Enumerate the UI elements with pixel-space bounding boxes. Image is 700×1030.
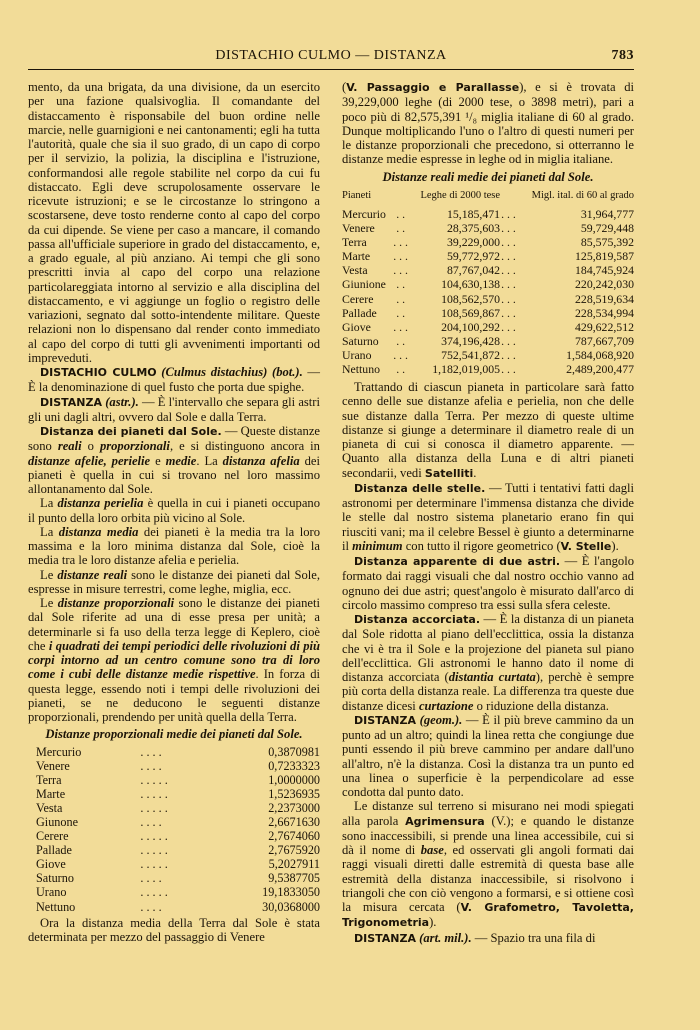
- proportional-value: 2,7675920: [268, 843, 320, 858]
- paragraph: Le distanze proporzionali sono le distanze dei pianeti dal Sole riferite ad una di esse presa per unità; a determinarle si fa uso della terza legge di Keplero, cioè che i quadrati dei tempi periodici delle rivoluzioni di più corpi intorno ad un centro comune sono tra di loro come i cubi delle distanze medie rispettive. In forza di questa legge, essendo noti i tempi delle rivoluzioni dei pianeti, se ne deducono le seguenti distanze proporzionali, prendendo per unità quella della Terra.: [28, 596, 321, 724]
- subentry-distanza-pianeti: Distanza dei pianeti dal Sole. — Queste distanze sono reali o proporzionali, e si distinguono ancora in distanze afelie, perielie e medie. La distanza afelia dei pianeti è quella in cui si trovano nel loro massimo allontanamento dal Sole.: [28, 424, 320, 496]
- proportional-value: 19,1833050: [262, 885, 320, 900]
- leader-dots: . . .: [393, 235, 408, 250]
- proportional-value: 1,5236935: [268, 786, 320, 801]
- miles-value: 220,242,030: [575, 277, 634, 292]
- miles-value: 429,622,512: [575, 319, 634, 334]
- leader-dots: . . .: [501, 291, 516, 306]
- leader-dots: . . . .: [140, 814, 162, 829]
- miles-value: 59,729,448: [580, 221, 634, 236]
- leader-dots: . . .: [501, 347, 516, 362]
- leader-dots: . . . . .: [140, 885, 168, 900]
- planet-name: Pallade: [342, 305, 377, 320]
- planet-name: Venere: [342, 221, 375, 236]
- leader-dots: . .: [396, 305, 406, 320]
- table-row: [28, 843, 320, 857]
- entry-distachio-culmo: DISTACHIO CULMO (Culmus distachius) (bot.). — È la denominazione di quel fusto che porta due spighe.: [28, 365, 320, 395]
- leader-dots: . . .: [501, 305, 516, 320]
- table-row: [28, 885, 320, 899]
- subentry-term: Distanza dei pianeti dal Sole.: [40, 425, 222, 438]
- running-header: [28, 48, 634, 70]
- leader-dots: . .: [396, 207, 406, 221]
- leagues-value: 204,100,292: [441, 319, 501, 334]
- entry-distanza-astr: DISTANZA (astr.). — È l'intervallo che separa gli astri gli uni dagli altri, ovvero dal Sole e dalla Terra.: [28, 394, 320, 424]
- leagues-value: 28,375,603: [446, 221, 501, 236]
- table-row: [342, 292, 634, 306]
- planet-name: Terra: [342, 235, 367, 250]
- table-row: [28, 829, 320, 843]
- planet-name: Pallade: [36, 843, 72, 858]
- table-row: [28, 801, 320, 815]
- proportional-value: 9,5387705: [268, 871, 320, 886]
- table-header-planet: Pianeti: [342, 189, 372, 201]
- subentry-term: Distanza apparente di due astri.: [354, 555, 561, 569]
- paragraph: Le distanze sul terreno si misurano nei modi spiegati alla parola Agrimensura (V.); e quando le distanze sono inaccessibili, si prende una linea accessibile, cui si dà il nome di base, ed osservati gli angoli formati dai raggi visuali diretti dalle estremità di questa base alle estremità della distanza inaccessibile, si risolvono i triangoli che con ciò vengono a formarsi, e si ottiene così la misura cercata (V. Grafometro, Tavoletta, Trigonometria).: [342, 799, 634, 930]
- table-row: [28, 745, 320, 759]
- table-row: [342, 306, 634, 320]
- planet-name: Terra: [36, 772, 62, 787]
- leagues-value: 752,541,872: [441, 347, 501, 362]
- planet-name: Mercurio: [36, 744, 82, 759]
- subentry-distanza-apparente: Distanza apparente di due astri. — È l'angolo formato dai raggi visuali che dal nostro occhio vanno ad ognuno dei due astri; quest'angolo è misurato dall'arco di circolo massimo compreso tra essi sulla sfera celeste.: [342, 554, 634, 612]
- planet-name: Nettuno: [342, 362, 381, 377]
- leagues-value: 1,182,019,005: [432, 362, 501, 377]
- proportional-value: 2,2373000: [268, 800, 320, 815]
- page-number: 783: [611, 48, 634, 63]
- subentry-term: Distanza delle stelle.: [354, 481, 486, 495]
- proportional-distances-table: [28, 745, 320, 914]
- proportional-value: 5,2027911: [268, 857, 320, 872]
- planet-name: Mercurio: [342, 207, 386, 221]
- leader-dots: . . .: [501, 333, 516, 348]
- table-row: [28, 900, 320, 914]
- leader-dots: . . .: [501, 263, 516, 278]
- subentry-term: Distanza accorciata.: [354, 613, 481, 627]
- header-title: DISTACHIO CULMO — DISTANZA: [215, 48, 447, 63]
- table-header-miles: Migl. ital. di 60 al grado: [531, 189, 634, 201]
- entry-term: DISTANZA: [354, 931, 417, 945]
- leader-dots: . .: [396, 362, 406, 377]
- planet-name: Venere: [36, 758, 70, 773]
- table-row: [28, 773, 320, 787]
- header-rule: [28, 69, 634, 70]
- proportional-value: 0,3870981: [268, 744, 320, 759]
- leagues-value: 108,569,867: [441, 305, 501, 320]
- cross-reference: V. Passaggio e Parallasse: [346, 81, 520, 94]
- table-row: [342, 235, 634, 249]
- proportional-value: 2,6671630: [268, 814, 320, 829]
- cross-reference: Agrimensura: [405, 814, 485, 828]
- leagues-value: 87,767,042: [446, 263, 501, 278]
- miles-value: 1,584,068,920: [566, 347, 634, 362]
- leagues-value: 108,562,570: [441, 291, 501, 306]
- leader-dots: . .: [396, 221, 406, 236]
- planet-name: Giove: [36, 857, 66, 872]
- table-title: Distanze reali medie dei pianeti dal Sole.: [382, 169, 594, 184]
- miles-value: 2,489,200,477: [566, 362, 634, 377]
- miles-value: 228,534,994: [575, 305, 634, 320]
- table-row: [342, 277, 634, 291]
- table-title: Distanze proporzionali medie dei pianeti dal Sole.: [45, 727, 303, 742]
- table-row: [342, 348, 634, 362]
- planet-name: Nettuno: [36, 899, 76, 914]
- paragraph: Trattando di ciascun pianeta in particolare sarà fatto cenno delle sue distanze afelia e perielia, non che delle sue distanze dalla Terra. Per mezzo di queste ultime distanze si giunge a determinare il diametro reale di un pianeta di cui si conosca il diametro apparente. — Quanto alla distanza della Luna e di altri pianeti secondarii, vedi Satelliti.: [342, 380, 634, 480]
- leader-dots: . . .: [501, 235, 516, 250]
- leader-dots: . . .: [393, 319, 408, 334]
- table-row: [28, 815, 320, 829]
- leagues-value: 104,630,138: [441, 277, 501, 292]
- leader-dots: . . . . .: [140, 786, 168, 801]
- leader-dots: . . .: [501, 221, 516, 236]
- paragraph: mento, da una brigata, da una divisione, da un esercito per una fazione qualsivoglia. Il comandante del distaccamento è risponsabile del buon ordine nelle marcie, nelle guarnigioni e nei cantonamenti; egli ha tutta l'autorità, quale che sia il suo grado, di un capo di corpo per il servizio, la polizia, la disciplina e l'istruzione, conformandosi alle regole stabilite nel corpo da cui fu distaccato. Egli deve scrupolosamente osservare le ricevute istruzioni; e se le circostanze lo stringono a scostarsene, deve tosto renderne conto al capo del corpo da cui dipende. Se viene per caso a mancare, il comando passa all'ufficiale superiore in grado del distaccamento, e, a grado eguale, al più anziano. Ai tempi che gli sono prescritti invia al capo del corpo una relazione particolareggiata intorno al servizio e alla disciplina del distaccamento, e vi aggiunge un foglio o registro delle variazioni, segnato dal sotto-intendente militare. Queste relazioni non lo dispensano dal render conto immediato al capo del corpo di tutti gli avvenimenti importanti od impreveduti.: [28, 80, 320, 365]
- table-row: [342, 263, 634, 277]
- leader-dots: . . .: [501, 249, 516, 264]
- leagues-value: 15,185,471: [446, 207, 501, 221]
- right-column: [342, 80, 634, 946]
- leagues-value: 59,772,972: [446, 249, 501, 264]
- leader-dots: . .: [396, 277, 406, 292]
- leader-dots: . . .: [393, 263, 408, 278]
- miles-value: 228,519,634: [575, 291, 634, 306]
- proportional-value: 0,7233323: [268, 758, 320, 773]
- leader-dots: . . . . .: [140, 772, 168, 787]
- leader-dots: . . .: [501, 207, 516, 221]
- table-row: [28, 787, 320, 801]
- leader-dots: . . . . .: [140, 829, 168, 844]
- leagues-value: 374,196,428: [441, 333, 501, 348]
- leader-dots: . . . . .: [140, 857, 168, 872]
- subentry-distanza-stelle: Distanza delle stelle. — Tutti i tentativi fatti dagli astronomi per determinare l'immensa distanza che divide le stelle dal nostro sistema planetario erano fin qui riusciti vani; ma il celebre Bessel è giunto a determinarne il minimum con tutto il rigore geometrico (V. Stelle).: [342, 480, 635, 553]
- leader-dots: . . . . .: [140, 800, 168, 815]
- entry-term: DISTACHIO CULMO: [40, 366, 157, 379]
- paragraph: La distanza media dei pianeti è la media tra la loro massima e la loro minima distanza dal Sole, cioè la media tra le loro distanze afelia e perielia.: [28, 524, 320, 568]
- cross-reference: Satelliti: [424, 466, 474, 480]
- table-row: [342, 221, 634, 235]
- leader-dots: . . .: [501, 319, 516, 334]
- leader-dots: . .: [396, 291, 406, 306]
- proportional-value: 30,0368000: [262, 899, 320, 914]
- leader-dots: . . .: [393, 347, 408, 362]
- entry-distanza-artmil: DISTANZA (art. mil.). — Spazio tra una fila di: [354, 930, 596, 945]
- leader-dots: . . . .: [140, 744, 162, 759]
- leader-dots: . . .: [501, 277, 516, 292]
- miles-value: 787,667,709: [575, 333, 634, 348]
- leagues-value: 39,229,000: [446, 235, 501, 250]
- leader-dots: . . .: [501, 362, 516, 377]
- planet-name: Urano: [342, 347, 372, 362]
- proportional-value: 2,7674060: [268, 829, 320, 844]
- leader-dots: . . . .: [140, 871, 162, 886]
- miles-value: 125,819,587: [575, 249, 634, 264]
- table-row: [342, 334, 634, 348]
- planet-name: Saturno: [36, 871, 74, 886]
- miles-value: 85,575,392: [580, 235, 634, 250]
- paragraph: La distanza perielia è quella in cui i pianeti occupano il punto della loro orbita più vicino al Sole.: [28, 496, 321, 525]
- paragraph: Le distanze reali sono le distanze dei pianeti dal Sole, espresse in misure terrestri, come leghe, miglia, ecc.: [28, 567, 320, 596]
- table-row: [342, 320, 634, 334]
- table-row: [342, 207, 634, 221]
- planet-name: Giunone: [36, 814, 78, 829]
- paragraph: (V. Passaggio e Parallasse), e si è trovata di 39,229,000 leghe (di 2000 tese, o 3898 metri), pari a poco più di 82,575,391 ¹/₈ miglia italiane di 60 al grado. Dunque moltiplicando l'uno o l'altro di questi numeri per le distanze proporzionali che precedono, si otterranno le distanze medie espresse in leghe od in miglia italiane.: [342, 80, 635, 167]
- table-row: [28, 871, 320, 885]
- planet-name: Urano: [36, 885, 67, 900]
- planet-name: Vesta: [342, 263, 368, 278]
- miles-value: 31,964,777: [580, 207, 634, 221]
- proportional-value: 1,0000000: [268, 772, 320, 787]
- table-row: [342, 362, 634, 376]
- latin-name: (Culmus distachius) (bot.).: [161, 365, 303, 379]
- cross-reference: V. Grafometro, Tavoletta, Trigonometria: [342, 901, 634, 930]
- paragraph: Ora la distanza media della Terra dal Sole è stata determinata per mezzo del passaggio di Venere: [28, 915, 320, 944]
- table-row: [28, 759, 320, 773]
- table-header-leagues: Leghe di 2000 tese: [420, 189, 501, 201]
- left-column: [28, 80, 320, 944]
- entry-distanza-geom: DISTANZA (geom.). — È il più breve cammino da un punto ad un altro; quindi la linea retta che congiunge due punti essendo il più breve cammino per andare dall'uno all'altro, n'è la distanza. Così la distanza tra un punto ed una linea o superficie è la perpendicolare ad esse condotta dal punto dato.: [342, 712, 634, 800]
- planet-name: Giove: [342, 319, 371, 334]
- leader-dots: . . . .: [140, 899, 162, 914]
- planet-name: Marte: [36, 786, 66, 801]
- leader-dots: . . .: [393, 249, 408, 264]
- miles-value: 184,745,924: [575, 263, 634, 278]
- cross-reference: V. Stelle: [560, 539, 612, 553]
- table-row: [28, 857, 320, 871]
- planet-name: Saturno: [342, 333, 379, 348]
- planet-name: Cerere: [342, 291, 374, 306]
- planet-name: Giunione: [342, 277, 386, 292]
- planet-name: Vesta: [36, 800, 63, 815]
- real-distances-table: [342, 187, 634, 376]
- planet-name: Cerere: [36, 829, 69, 844]
- leader-dots: . . . . .: [140, 843, 168, 858]
- entry-term: DISTANZA: [354, 713, 417, 727]
- leader-dots: . .: [396, 333, 406, 348]
- entry-term: DISTANZA: [40, 395, 103, 409]
- leader-dots: . . . .: [140, 758, 162, 773]
- table-row: [342, 249, 634, 263]
- planet-name: Marte: [342, 249, 371, 264]
- subentry-distanza-accorciata: Distanza accorciata. — È la distanza di un pianeta dal Sole ridotta al piano dell'ecclittica, ossia la distanza che vi è tra il Sole e la projezione del pianeta sul piano dell'ecclittica. Gli astronomi le hanno dato il nome di distanza accorciata (distantia curtata), perchè è sempre più corta della distanza reale. La differenza tra queste due distanze dicesi curtazione o riduzione della distanza.: [342, 612, 635, 713]
